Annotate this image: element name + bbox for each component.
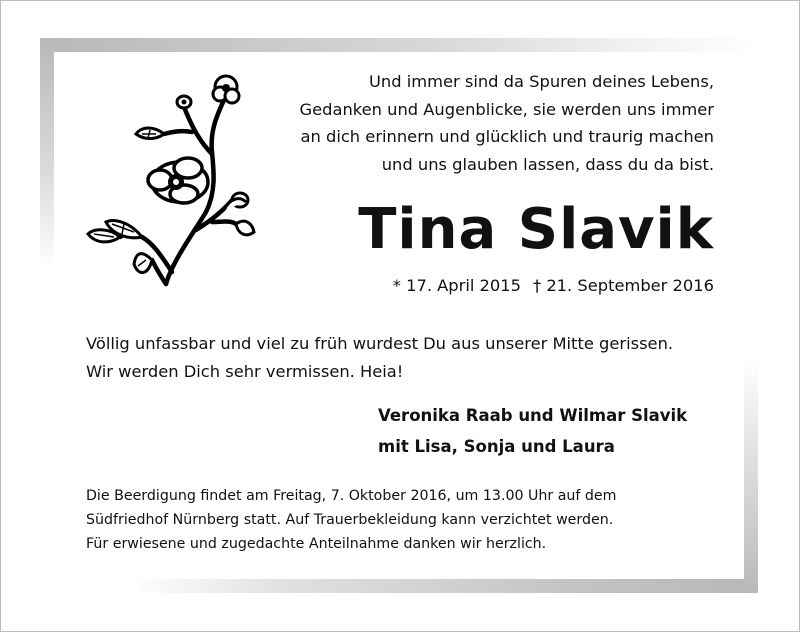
- family-signature: [378, 400, 687, 462]
- poem-line: und uns glauben lassen, dass du da bist.: [381, 154, 714, 174]
- message-line: Völlig unfassbar und viel zu früh wurdest Du aus unserer Mitte gerissen.: [86, 334, 674, 353]
- death-date: † 21. September 2016: [533, 276, 714, 295]
- family-line: mit Lisa, Sonja und Laura: [378, 437, 615, 456]
- poem-line: Gedanken und Augenblicke, sie werden uns immer: [299, 99, 714, 119]
- family-line: Veronika Raab und Wilmar Slavik: [378, 406, 688, 425]
- frame-bar-bottom: [130, 579, 758, 593]
- flower-branch-icon: [84, 72, 259, 292]
- deceased-name: Tina Slavik: [358, 197, 714, 262]
- poem-line: Und immer sind da Spuren deines Lebens,: [368, 72, 714, 91]
- frame-bar-top: [40, 38, 760, 52]
- poem-line: an dich erinnern und glücklich und traurig machen: [300, 127, 714, 146]
- funeral-line: Für erwiesene und zugedachte Anteilnahme danken wir herzlich.: [86, 536, 547, 552]
- funeral-line: Die Beerdigung findet am Freitag, 7. Oktober 2016, um 13.00 Uhr auf dem: [86, 488, 617, 504]
- frame-bar-left: [40, 38, 54, 268]
- funeral-info: [86, 484, 616, 556]
- funeral-line: Südfriedhof Nürnberg statt. Auf Trauerbekleidung kann verzichtet werden.: [86, 512, 614, 528]
- message-line: Wir werden Dich sehr vermissen. Heia!: [86, 361, 404, 381]
- memorial-poem: [254, 68, 714, 178]
- life-dates: [393, 276, 714, 295]
- birth-date: * 17. April 2015: [392, 276, 521, 295]
- grief-message: [86, 330, 673, 385]
- frame-bar-right: [744, 360, 758, 593]
